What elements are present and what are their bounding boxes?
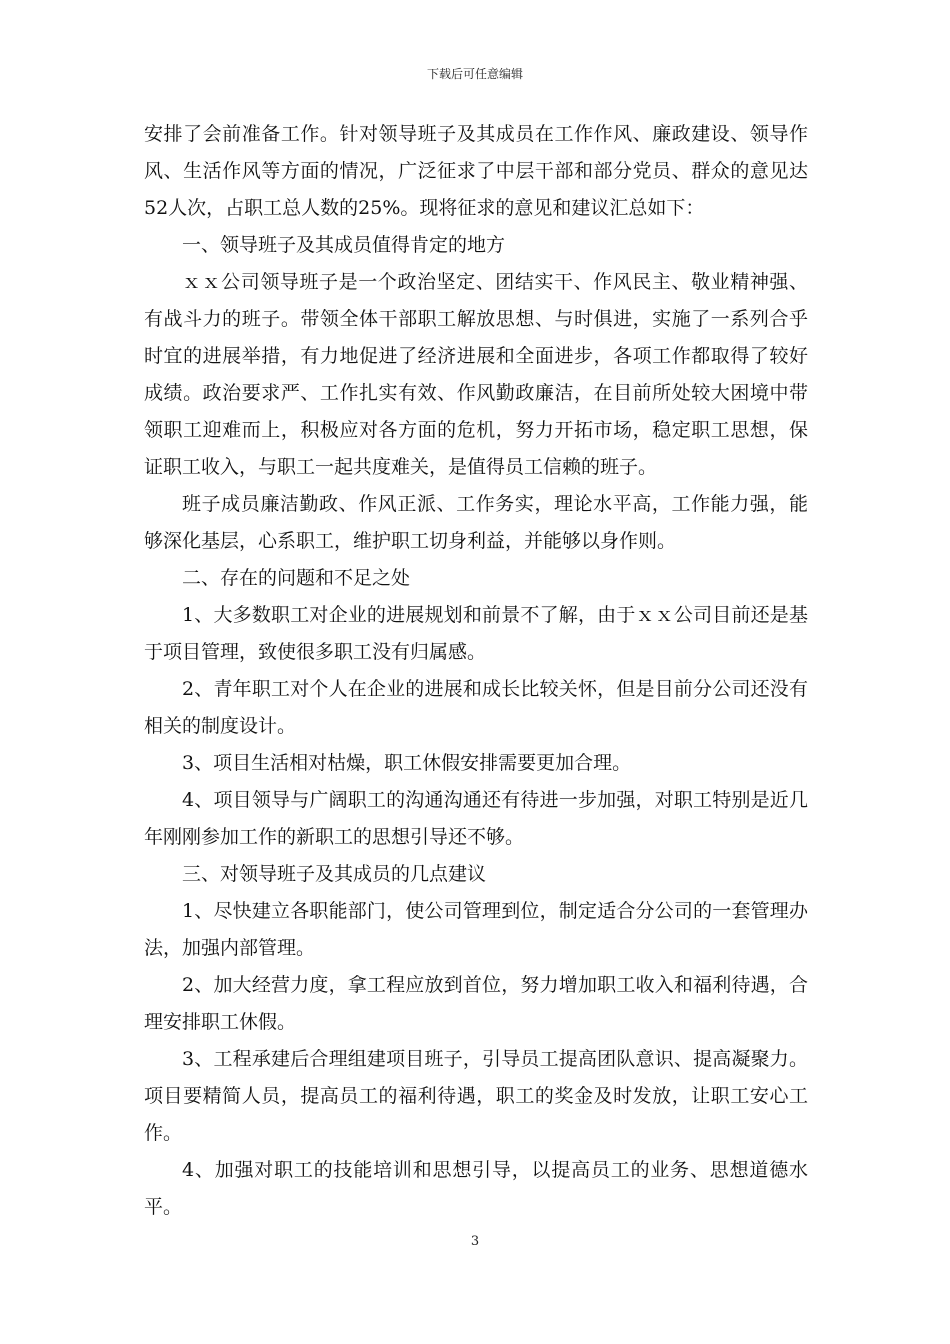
paragraph-intro: 安排了会前准备工作。针对领导班子及其成员在工作作风、廉政建设、领导作风、生活作风等方面的情况，广泛征求了中层干部和部分党员、群众的意见达52人次，占职工总人数的25%。现将征求的意见和建议汇总如下：	[144, 123, 808, 219]
paragraph-leadership-assessment: ｘｘ公司领导班子是一个政治坚定、团结实干、作风民主、敬业精神强、有战斗力的班子。带领全体干部职工解放思想、与时俱进，实施了一系列合乎时宜的进展举措，有力地促进了经济进展和全面进步，各项工作都取得了较好成绩。政治要求严、工作扎实有效、作风勤政廉洁，在目前所处较大困境中带领职工迎难而上，积极应对各方面的危机，努力开拓市场，稳定职工思想，保证职工收入，与职工一起共度难关，是值得员工信赖的班子。	[144, 271, 808, 478]
suggestion-item-4: 4、加强对职工的技能培训和思想引导，以提高员工的业务、思想道德水平。	[144, 1159, 808, 1218]
section-heading-2: 二、存在的问题和不足之处	[182, 567, 411, 589]
suggestion-item-3: 3、工程承建后合理组建项目班子，引导员工提高团队意识、提高凝聚力。项目要精简人员，提高员工的福利待遇，职工的奖金及时发放，让职工安心工作。	[144, 1048, 808, 1144]
paragraph-members-assessment: 班子成员廉洁勤政、作风正派、工作务实，理论水平高，工作能力强，能够深化基层，心系职工，维护职工切身利益，并能够以身作则。	[144, 493, 808, 552]
page-number: 3	[470, 1234, 480, 1249]
problem-item-4: 4、项目领导与广阔职工的沟通沟通还有待进一步加强，对职工特别是近几年刚刚参加工作的新职工的思想引导还不够。	[144, 789, 808, 848]
suggestion-item-2: 2、加大经营力度，拿工程应放到首位，努力增加职工收入和福利待遇，合理安排职工休假。	[144, 974, 808, 1033]
document-body	[144, 116, 808, 1226]
problem-item-3: 3、项目生活相对枯燥，职工休假安排需要更加合理。	[182, 752, 632, 774]
problem-item-1: 1、大多数职工对企业的进展规划和前景不了解，由于ｘｘ公司目前还是基于项目管理，致使很多职工没有归属感。	[144, 604, 808, 663]
problem-item-2: 2、青年职工对个人在企业的进展和成长比较关怀，但是目前分公司还没有相关的制度设计。	[144, 678, 808, 737]
suggestion-item-1: 1、尽快建立各职能部门，使公司管理到位，制定适合分公司的一套管理办法，加强内部管理。	[144, 900, 808, 959]
section-heading-1: 一、领导班子及其成员值得肯定的地方	[182, 234, 506, 256]
page-header: 下载后可任意编辑	[426, 67, 523, 81]
section-heading-3: 三、对领导班子及其成员的几点建议	[182, 863, 487, 885]
